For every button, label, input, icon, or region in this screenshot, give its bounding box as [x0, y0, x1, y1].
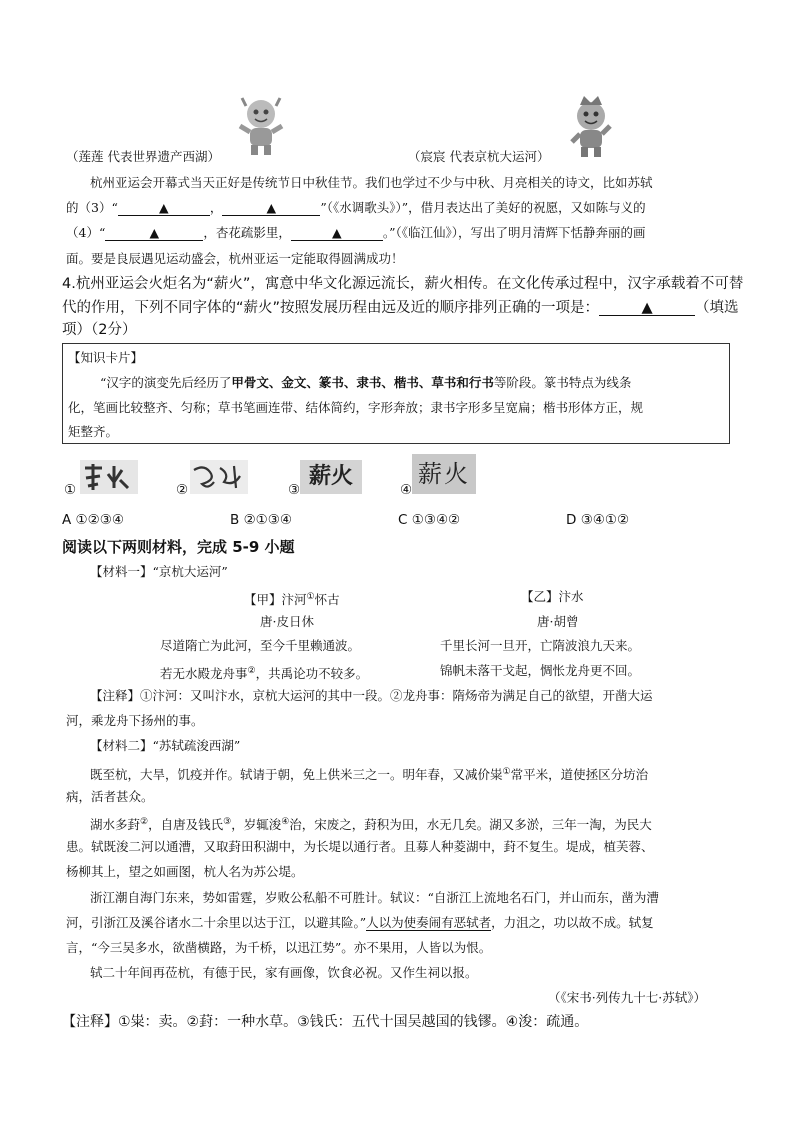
poem-b-line-1: 千里长河一旦开，亡隋波浪九天来。 [440, 638, 641, 653]
source-citation: （《宋书·列传九十七·苏轼》） [548, 990, 706, 1005]
paragraph-2-line-1: 湖水多葑②，自唐及钱氏③，岁辄浚④治，宋废之，葑积为田，水无几矣。湖又多淤，三年一淘，为民大 [90, 817, 652, 833]
calligraphy-label-2: ② [176, 482, 189, 498]
paragraph-3-line-3: 言，“今三吴多水，欲凿横路，为千桥，以迅江势”。亦不果用，人皆以为恨。 [66, 940, 492, 955]
reading-heading: 阅读以下两则材料，完成 5-9 小题 [62, 538, 295, 556]
intro-line-3: （4）“ ▲ ，杏花疏影里， ▲ 。”（《临江仙》），写出了明月清辉下恬静奔丽的画 [66, 225, 646, 240]
poem-a-author: 唐·皮日休 [260, 614, 314, 629]
intro-line-4: 面。要是良辰遇见运动盛会，杭州亚运一定能取得圆满成功！ [66, 251, 404, 266]
q4-line-1: 4.杭州亚运会火炬名为“薪火”，寓意中华文化源远流长，薪火相传。在文化传承过程中，汉字承载着不可替 [62, 276, 744, 292]
paragraph-2-line-2: 患。轼既浚二河以通漕，又取葑田积湖中，为长堤以通行者。且募人种菱湖中，葑不复生。堤成，植芙蓉、 [66, 839, 654, 854]
poem-a-line-2: 若无水殿龙舟事②，共禹论功不较多。 [160, 666, 369, 682]
underlined-sentence: 人以为使奏闹有恶轼者 [366, 915, 492, 930]
note-1-line-1: 【注释】①汴河：又叫汴水，京杭大运河的其中一段。②龙舟事：隋炀帝为满足自己的欲望，开凿大运 [90, 688, 653, 703]
knowledge-card [62, 343, 730, 444]
card-title: 【知识卡片】 [68, 350, 144, 365]
material-1-title: 【材料一】“京杭大运河” [90, 564, 228, 579]
choice-c[interactable]: C ①③④② [398, 512, 461, 528]
intro-line-1: 杭州亚运会开幕式当天正好是传统节日中秋佳节。我们也学过不少与中秋、月亮相关的诗文，比如苏轼 [90, 175, 653, 190]
note-1-line-2: 河，乘龙舟下扬州的事。 [66, 713, 204, 728]
q4-line-2: 代的作用，下列不同字体的“薪火”按照发展历程由远及近的顺序排列正确的一项是： ▲ （填选 [62, 300, 739, 316]
calligraphy-label-1: ① [64, 482, 77, 498]
card-line-2: 化，笔画比较整齐、匀称；草书笔画连带、结体简约，字形奔放；隶书字形多呈宽扁；楷书形体方正，规 [68, 400, 644, 415]
choice-d[interactable]: D ③④①② [566, 512, 630, 528]
card-line-3: 矩整齐。 [68, 424, 119, 439]
mascot-lianlian-image [236, 96, 286, 158]
choice-b[interactable]: B ②①③④ [230, 512, 292, 528]
answer-blank[interactable]: ▲ [222, 201, 320, 216]
poem-b-line-2: 锦帆未落干戈起，惆怅龙舟更不回。 [440, 663, 641, 678]
calligraphy-label-3: ③ [288, 482, 301, 498]
calligraphy-clerical-script: 薪火 [412, 454, 476, 494]
card-line-1: “汉字的演变先后经历了甲骨文、金文、篆书、隶书、楷书、草书和行书等阶段。篆书特点为线条 [100, 375, 632, 390]
mascot-left-caption: （莲莲 代表世界遗产西湖） [66, 149, 220, 164]
answer-blank[interactable]: ▲ [105, 226, 203, 241]
calligraphy-oracle-bone-image [80, 460, 138, 494]
calligraphy-regular-script: 薪火 [300, 460, 362, 494]
mascot-right-caption: （宸宸 代表京杭大运河） [408, 149, 550, 164]
answer-blank[interactable]: ▲ [118, 201, 210, 216]
paragraph-4: 轼二十年间再莅杭，有德于民，家有画像，饮食必祝。又作生祠以报。 [90, 965, 478, 980]
material-2-title: 【材料二】“苏轼疏浚西湖” [90, 738, 241, 753]
choice-a[interactable]: A ①②③④ [62, 512, 124, 528]
paragraph-2-line-3: 杨柳其上，望之如画图，杭人名为苏公堤。 [66, 864, 304, 879]
calligraphy-label-4: ④ [400, 482, 413, 498]
answer-blank[interactable]: ▲ [599, 301, 695, 316]
answer-blank[interactable]: ▲ [291, 226, 383, 241]
paragraph-1-line-2: 病，活者甚众。 [66, 789, 154, 804]
intro-line-2: 的（3）“ ▲ ， ▲ ”（《水调歌头》）”，借月表达出了美好的祝愿，又如陈与义的 [66, 200, 646, 215]
paragraph-1-line-1: 既至杭，大旱，饥疫并作。轼请于朝，免上供米三之一。明年春，又减价粜①常平米，道使拯区分坊治 [90, 767, 649, 783]
poem-a-line-1: 尽道隋亡为此河，至今千里赖通波。 [160, 638, 361, 653]
paragraph-3-line-2: 河，引浙江及溪谷诸水二十余里以达于江，以避其险。”人以为使奏闹有恶轼者，力沮之，功以故不成。轼复 [66, 915, 654, 930]
q4-line-3: 项）（2分） [62, 322, 137, 338]
poem-a-title: 【甲】汴河①怀古 [244, 592, 340, 608]
poem-b-title: 【乙】汴水 [521, 589, 584, 604]
paragraph-3-line-1: 浙江潮自海门东来，势如雷霆，岁败公私船不可胜计。轼议：“自浙江上流地名石门，并山而东，凿为漕 [90, 890, 659, 905]
final-note: 【注释】①粜：卖。②葑：一种水草。③钱氏：五代十国吴越国的钱镠。④浚：疏通。 [62, 1014, 589, 1030]
mascot-congcong-image [566, 96, 616, 160]
poem-b-author: 唐·胡曾 [537, 614, 579, 629]
calligraphy-cursive-image [190, 460, 248, 494]
